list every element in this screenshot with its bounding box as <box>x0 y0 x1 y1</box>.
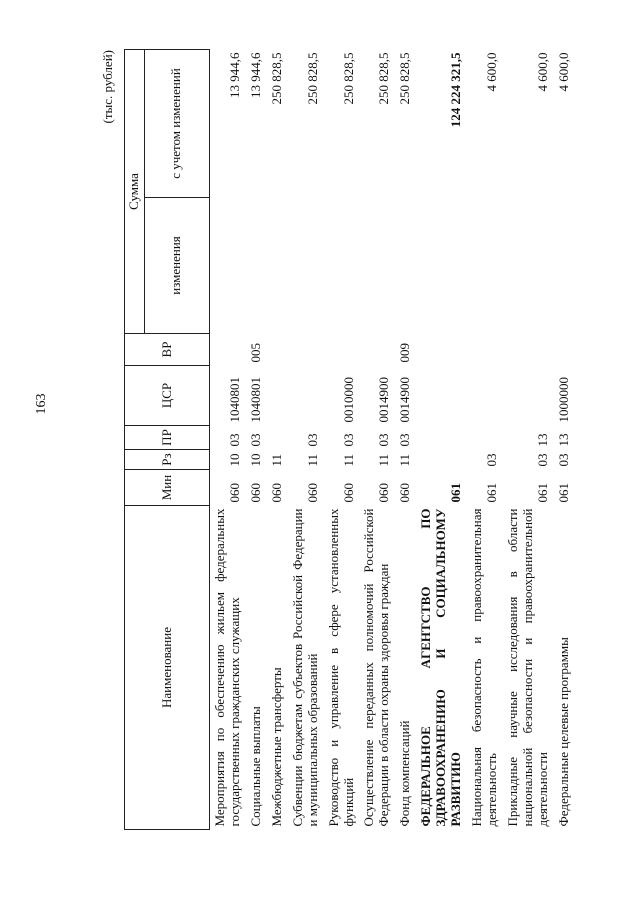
cell-vr <box>416 334 467 366</box>
cell-name: Федеральные целевые программы <box>555 637 571 827</box>
table-row <box>246 50 267 830</box>
table-row <box>267 50 288 830</box>
cell-total: 250 828,5 <box>397 52 413 105</box>
cell-pr <box>267 426 288 450</box>
cell-change <box>267 198 288 334</box>
cell-vr <box>554 334 575 366</box>
cell-csr: 1040801 <box>247 377 263 423</box>
cell-total: 13 944,6 <box>247 52 263 98</box>
cell-rz: 03 <box>484 453 499 467</box>
cell-change <box>324 198 360 334</box>
cell-vr <box>467 334 503 366</box>
cell-change <box>359 198 395 334</box>
cell-min: 061 <box>555 483 571 503</box>
cell-min: 061 <box>534 483 550 503</box>
cell-min: 060 <box>340 483 356 503</box>
cell-min: 060 <box>376 483 392 503</box>
cell-total: 250 828,5 <box>376 52 392 105</box>
page-number: 163 <box>34 393 49 415</box>
cell-rz: 03 <box>534 453 550 467</box>
cell-rz: 11 <box>376 453 392 467</box>
cell-rz: 11 <box>397 453 413 467</box>
cell-pr: 03 <box>226 433 242 447</box>
cell-name: Субвенции бюджетам субъектов Российской Федерации и муниципальных образований <box>289 508 320 827</box>
cell-pr: 03 <box>304 433 320 447</box>
cell-vr <box>324 334 360 366</box>
cell-vr <box>288 334 324 366</box>
cell-total: 4 600,0 <box>555 52 571 92</box>
cell-total: 124 224 321,5 <box>448 52 464 128</box>
cell-pr <box>467 426 503 450</box>
cell-pr: 03 <box>340 433 356 447</box>
header-change: изменения <box>144 198 209 334</box>
header-min: Мин <box>125 470 210 506</box>
cell-vr <box>267 334 288 366</box>
cell-change <box>467 198 503 334</box>
cell-change <box>246 198 267 334</box>
unit-label: (тыс. рублей) <box>100 50 115 124</box>
cell-min: 061 <box>448 483 464 503</box>
cell-change <box>209 198 245 334</box>
cell-change <box>288 198 324 334</box>
cell-rz: 11 <box>268 453 284 467</box>
cell-change <box>395 198 416 334</box>
cell-min: 060 <box>226 483 242 503</box>
table-row <box>467 50 503 830</box>
cell-name: Национальная безопасность и правоохранительная деятельность <box>469 508 499 827</box>
cell-change <box>554 198 575 334</box>
table-row <box>395 50 416 830</box>
cell-name: Осуществление переданных полномочий Российской Федерации в области охраны здоровья граждан <box>361 508 392 827</box>
cell-name: ФЕДЕРАЛЬНОЕ АГЕНТСТВО ПО ЗДРАВООХРАНЕНИЮ И СОЦИАЛЬНОМУ РАЗВИТИЮ <box>418 508 464 827</box>
cell-change <box>416 198 467 334</box>
cell-pr: 03 <box>376 433 392 447</box>
cell-csr: 0014900 <box>376 377 392 423</box>
rotated-page <box>100 50 640 830</box>
cell-change <box>503 198 554 334</box>
header-sum: Сумма <box>125 50 145 334</box>
cell-rz: 10 <box>226 453 242 467</box>
header-pr: ПР <box>125 426 210 450</box>
table-row <box>503 50 554 830</box>
cell-pr: 13 <box>534 433 550 447</box>
cell-total: 250 828,5 <box>304 52 320 105</box>
cell-csr: 0010000 <box>340 377 356 423</box>
cell-name: Прикладные научные исследования в области национальной безопасности и правоохранительной деятельности <box>504 508 550 827</box>
cell-min: 060 <box>304 483 320 503</box>
cell-csr: 1000000 <box>555 377 571 423</box>
cell-csr <box>467 366 503 426</box>
cell-total: 13 944,6 <box>226 52 242 98</box>
cell-vr <box>209 334 245 366</box>
cell-rz: 11 <box>340 453 356 467</box>
cell-total: 250 828,5 <box>268 52 284 105</box>
cell-pr: 13 <box>555 433 571 447</box>
cell-total: 250 828,5 <box>340 52 356 105</box>
cell-rz <box>416 450 467 470</box>
header-name: Наименование <box>125 506 210 830</box>
cell-csr <box>416 366 467 426</box>
cell-vr <box>503 334 554 366</box>
cell-vr: 009 <box>397 343 413 363</box>
table-body <box>209 50 574 830</box>
cell-name: Руководство и управление в сфере установленных функций <box>325 508 356 827</box>
cell-total: 4 600,0 <box>534 52 550 92</box>
cell-rz: 10 <box>247 453 263 467</box>
table-header <box>125 50 210 830</box>
cell-csr: 1040801 <box>226 377 242 423</box>
table-row <box>288 50 324 830</box>
cell-min: 061 <box>484 483 499 503</box>
cell-vr: 005 <box>247 343 263 363</box>
table-row <box>359 50 395 830</box>
cell-min: 060 <box>268 483 284 503</box>
cell-pr: 03 <box>397 433 413 447</box>
cell-rz: 11 <box>304 453 320 467</box>
table-row <box>554 50 575 830</box>
cell-csr <box>288 366 324 426</box>
header-vr: ВР <box>125 334 210 366</box>
table-row <box>416 50 467 830</box>
cell-name: Межбюджетные трансферты <box>268 667 284 827</box>
cell-total: 4 600,0 <box>484 52 499 92</box>
cell-name: Фонд компенсаций <box>397 720 413 827</box>
cell-rz: 03 <box>555 453 571 467</box>
cell-min: 060 <box>247 483 263 503</box>
header-total: с учетом изменений <box>144 50 209 198</box>
cell-min: 060 <box>397 483 413 503</box>
table-row <box>324 50 360 830</box>
budget-table <box>124 49 575 830</box>
header-rz: Рз <box>125 450 210 470</box>
cell-csr <box>503 366 554 426</box>
cell-vr <box>359 334 395 366</box>
cell-pr: 03 <box>247 433 263 447</box>
header-csr: ЦСР <box>125 366 210 426</box>
cell-pr <box>416 426 467 450</box>
cell-csr <box>267 366 288 426</box>
cell-name: Социальные выплаты <box>247 706 263 827</box>
cell-name: Мероприятия по обеспечению жильем федеральных государственных гражданских служащих <box>211 508 242 827</box>
table-row <box>209 50 245 830</box>
cell-csr: 0014900 <box>397 377 413 423</box>
